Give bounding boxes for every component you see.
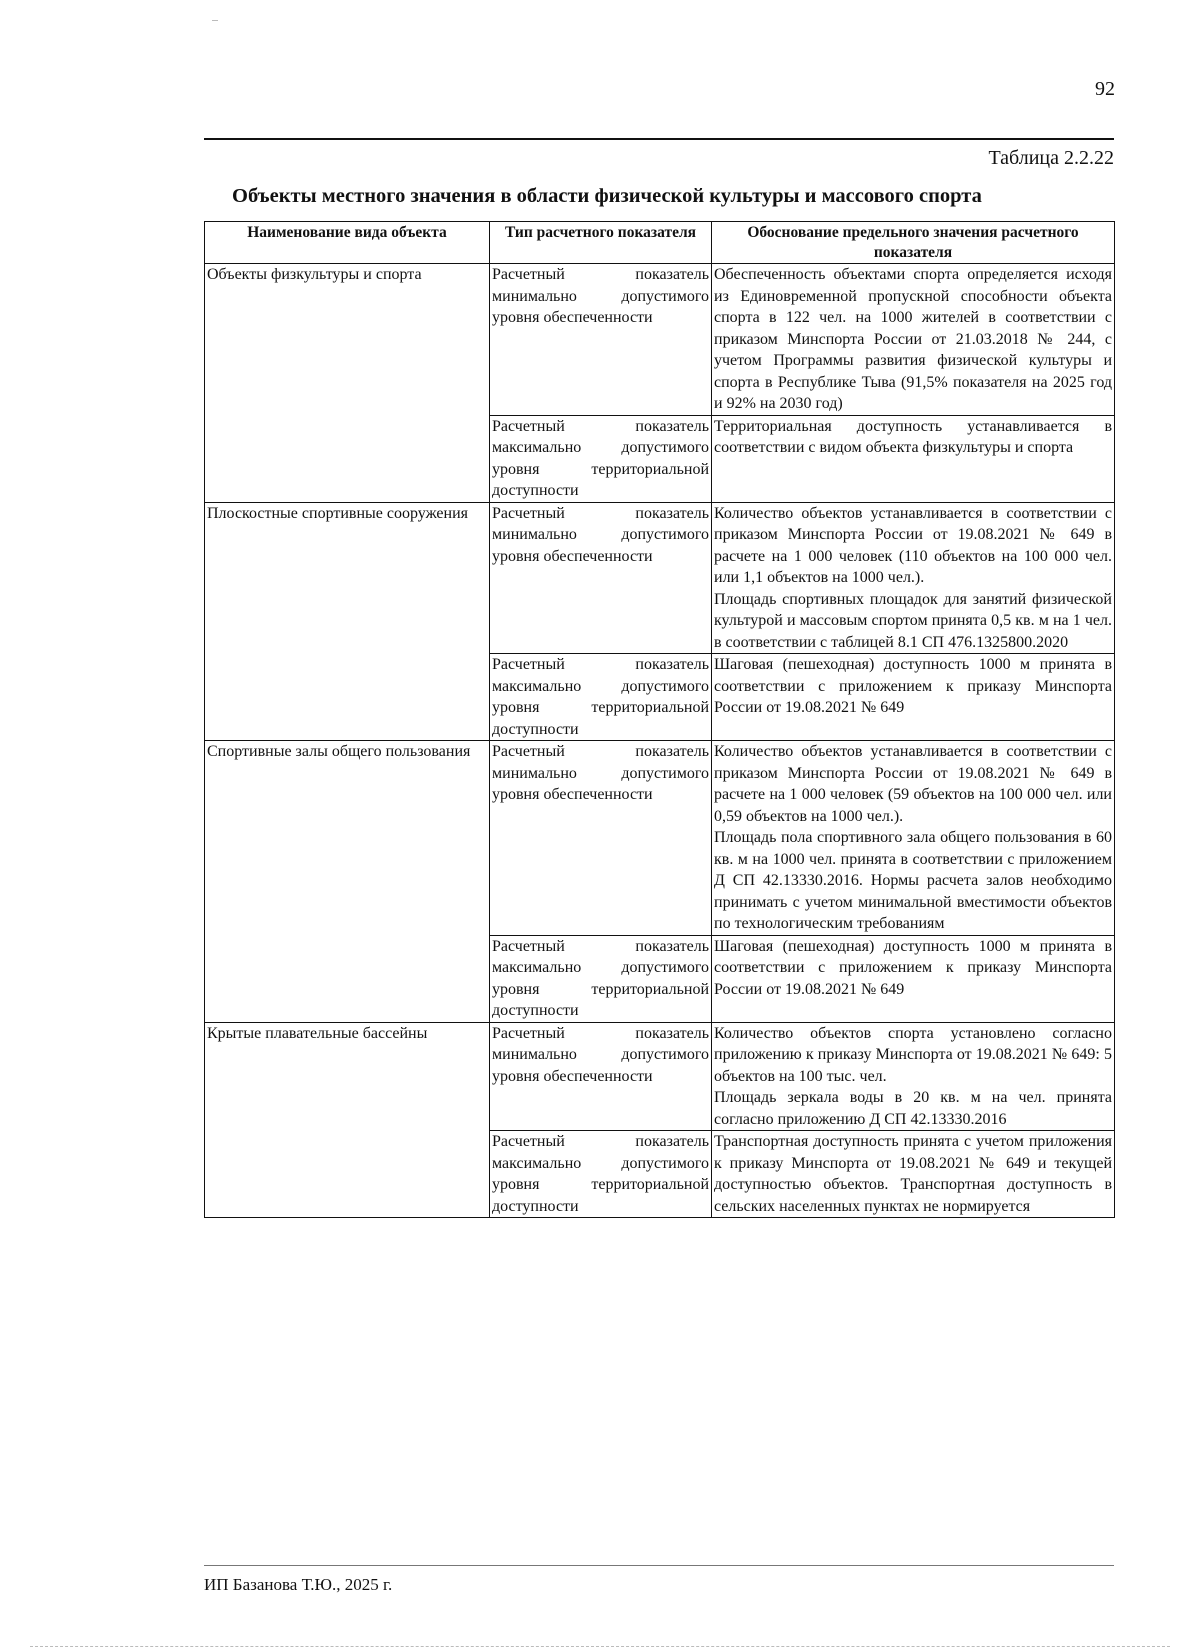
basis-paragraph: Шаговая (пешеходная) доступность 1000 м принята в соответствии с приложением к приказу Минспорта России от 19.08.2021 № 649 [714,937,1112,998]
basis-cell [712,1022,1115,1131]
object-type-cell: Спортивные залы общего пользования [205,741,490,1023]
basis-cell [712,264,1115,416]
indicator-type-cell: Расчетный показатель минимально допустимого уровня обеспеченности [490,1022,712,1131]
table-title: Объекты местного значения в области физической культуры и массового спорта [232,185,982,207]
indicator-type-cell: Расчетный показатель максимально допустимого уровня территориальной доступности [490,935,712,1022]
indicator-type-cell: Расчетный показатель максимально допустимого уровня территориальной доступности [490,1131,712,1218]
table-row [205,741,1115,936]
basis-paragraph: Территориальная доступность устанавливается в соответствии с видом объекта физкультуры и спорта [714,417,1112,456]
table-header-row [205,222,1115,264]
scan-edge-line [30,1646,1170,1647]
table-body [205,264,1115,1218]
basis-cell [712,502,1115,654]
header-rule [204,138,1114,140]
scan-artifact [212,20,218,21]
indicator-type-cell: Расчетный показатель минимально допустимого уровня обеспеченности [490,264,712,416]
object-type-cell: Крытые плавательные бассейны [205,1022,490,1218]
table-row [205,1022,1115,1131]
basis-cell [712,1131,1115,1218]
footer-rule [204,1565,1114,1566]
header-object-type: Наименование вида объекта [205,222,490,264]
basis-paragraph: Шаговая (пешеходная) доступность 1000 м принята в соответствии с приложением к приказу Минспорта России от 19.08.2021 № 649 [714,656,1112,716]
footer-author: ИП Базанова Т.Ю., 2025 г. [204,1575,393,1594]
basis-paragraph: Количество объектов устанавливается в соответствии с приказом Минспорта России от 19.08.2021 № 649 в расчете на 1 000 человек (110 объектов на 100 000 чел. или 1,1 объектов на 1000 чел.). [714,504,1112,586]
basis-paragraph: Площадь пола спортивного зала общего пользования в 60 кв. м на 1000 чел. принята в соответствии с приложением Д СП 42.13330.2016. Нормы расчета залов необходимо принимать с учетом минимальной вместимости объектов по технологическим требованиям [714,829,1112,932]
basis-paragraph: Обеспеченность объектами спорта определяется исходя из Единовременной пропускной способности объекта спорта в 122 чел. на 1000 жителей в соответствии с приказом Минспорта России от 21.03.2018 № 244, с учетом Программы развития физической культуры и спорта в Республике Тыва (91,5% показателя на 2025 год и 92% на 2030 год) [714,266,1112,412]
indicator-type-cell: Расчетный показатель максимально допустимого уровня территориальной доступности [490,654,712,741]
basis-cell [712,654,1115,741]
indicator-type-cell: Расчетный показатель минимально допустимого уровня обеспеченности [490,502,712,654]
basis-cell [712,415,1115,502]
indicator-type-cell: Расчетный показатель минимально допустимого уровня обеспеченности [490,741,712,936]
header-indicator-type: Тип расчетного показателя [490,222,712,264]
object-type-cell: Плоскостные спортивные сооружения [205,502,490,741]
norms-table [204,221,1115,1218]
table-label: Таблица 2.2.22 [988,147,1114,169]
table-row [205,502,1115,654]
basis-paragraph: Количество объектов спорта установлено согласно приложению к приказу Минспорта от 19.08.2021 № 649: 5 объектов на 100 тыс. чел. [714,1024,1112,1085]
basis-paragraph: Площадь спортивных площадок для занятий физической культурой и массовым спортом принята 0,5 кв. м на 1 чел. в соответствии с таблицей 8.1 СП 476.1325800.2020 [714,590,1112,651]
indicator-type-cell: Расчетный показатель максимально допустимого уровня территориальной доступности [490,415,712,502]
object-type-cell: Объекты физкультуры и спорта [205,264,490,503]
basis-paragraph: Площадь зеркала воды в 20 кв. м на чел. принята согласно приложению Д СП 42.13330.2016 [714,1089,1112,1128]
page-number: 92 [1095,78,1115,100]
basis-cell [712,935,1115,1022]
basis-paragraph: Количество объектов устанавливается в соответствии с приказом Минспорта России от 19.08.2021 № 649 в расчете на 1 000 человек (59 объектов на 100 000 чел. или 0,59 объектов на 1000 чел.). [714,743,1112,825]
basis-cell [712,741,1115,936]
basis-paragraph: Транспортная доступность принята с учетом приложения к приказу Минспорта от 19.08.2021 № 649 и текущей доступностью объектов. Транспортная доступность в сельских населенных пунктах не нормируется [714,1133,1112,1215]
header-basis: Обоснование предельного значения расчетного показателя [712,222,1115,264]
table-row [205,264,1115,416]
